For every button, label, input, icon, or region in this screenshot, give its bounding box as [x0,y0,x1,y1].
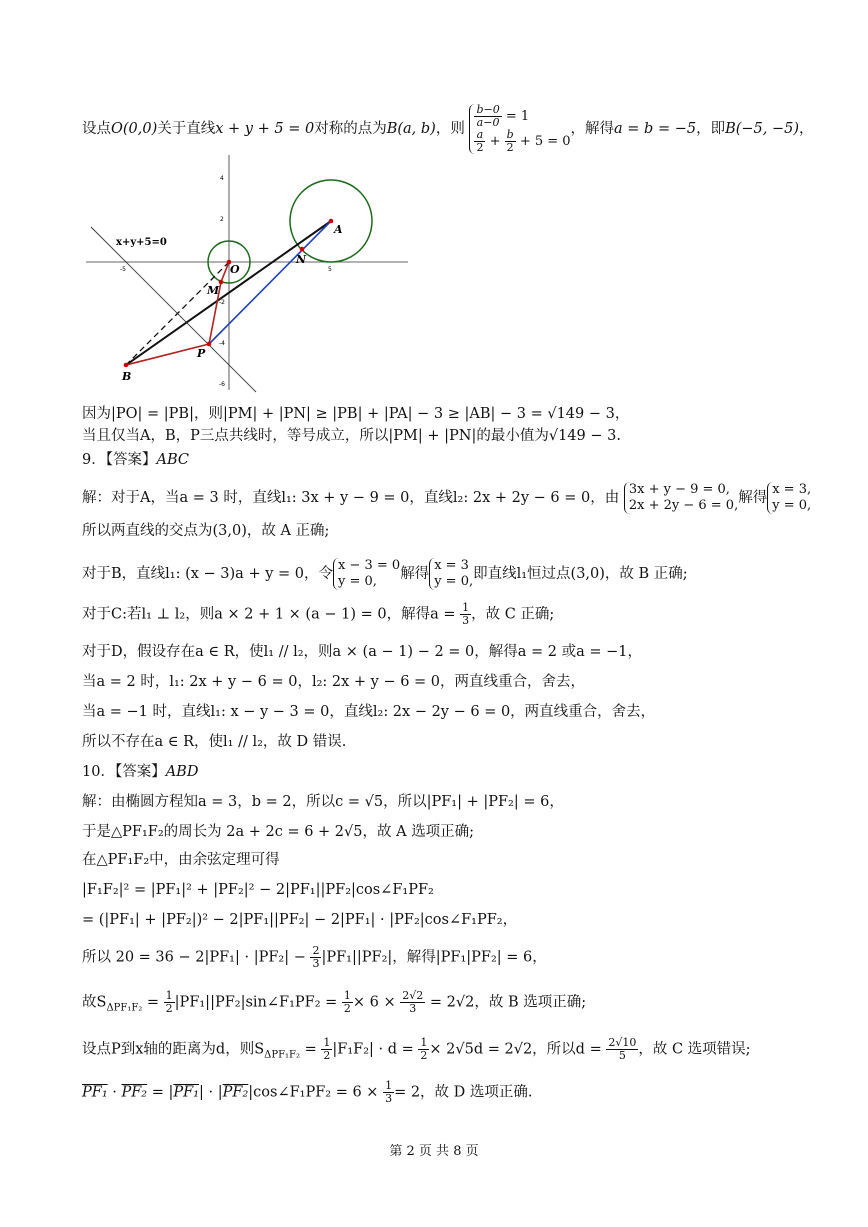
q10-line-a: 解：由椭圆方程知a = 3，b = 2，所以c = √5，所以|PF₁| + |PF₂| = 6， [82,794,564,810]
q9-line-f: 当a = 2 时，l₁: 2x + y − 6 = 0，l₂: 2x + y − 6 = 0，两直线重合，舍去， [82,674,586,690]
q9-line-d: 对于C:若l₁ ⊥ l₂，则a × 2 + 1 × (a − 1) = 0，解得a = $\frac{1}{3}$ ，故 C 正确; [82,601,555,627]
tick-label: -2 [219,299,225,306]
fraction: $\frac{1}{3}$ [385,1079,393,1105]
q10-line-c: 在△PF₁F₂中，由余弦定理可得 [82,852,280,868]
q9-line-c: 对于B，直线l₁: (x − 3)a + y = 0，令x − 3 = 0 y = 0, 解得x = 3 y = 0,即直线l₁恒过点(3,0)，故 B 正确; [82,558,688,589]
label-A: A [334,223,343,236]
tick-label: 2 [220,216,224,223]
fraction: $\frac{1}{2}$ [420,1036,428,1062]
fraction: $\frac{1}{3}$ [462,601,470,627]
q9-line-e: 对于D，假设存在a ∈ R，使l₁ // l₂，则a × (a − 1) − 2 = 0，解得a = 2 或a = −1， [82,644,643,660]
fraction: $\frac{2√2}{3}$ [402,989,424,1015]
fraction: $\frac{1}{2}$ [165,989,173,1015]
tick-label: -5 [120,266,126,273]
q9-heading: 9．【答案】ABC [82,452,189,468]
symmetry-line [91,227,256,392]
fraction: $\frac{1}{2}$ [323,1036,331,1062]
label-B: B [122,370,132,383]
fraction: $\frac{1}{2}$ [343,989,351,1015]
equation-system: x − 3 = 0 y = 0, [333,558,400,590]
q9-line-b: 所以两直线的交点为(3,0)，故 A 正确; [82,523,330,539]
point-P [207,342,212,347]
q10-line-g: 故$S_{\Delta PF_1F_2}$ = $\frac{1}{2}$ |PF₁||PF₂|sin∠F₁PF₂ = $\frac{1}{2}$ × 6 × $\frac{2√2}{3}$ = 2√2，故 B 选项正确; [82,989,587,1015]
equation-system: 3x + y − 9 = 0, 2x + 2y − 6 = 0, [624,482,738,514]
tick-label: -4 [219,340,225,347]
line-1: 设点O(0,0)关于直线x + y + 5 = 0对称的点为B(a, b)，则 $\frac{b-0}{a-0}$ = 1 $\frac{a}{2}$ + $\frac{b}{2}$ + 5 = 0，解得a = b = −5，即B(−5, −5)， [82,103,814,154]
q10-line-h: 设点P到x轴的距离为d，则$S_{\Delta PF_1F_2}$ = $\frac{1}{2}$ |F₁F₂| · d = $\frac{1}{2}$ × 2√5d = 2√2，所以d = $\frac{2√10}{5}$ ，故 C 选项错误; [82,1036,751,1062]
q9-line-h: 所以不存在a ∈ R，使l₁ // l₂，故 D 错误. [82,734,347,750]
fraction: $\frac{2}{3}$ [312,944,320,970]
label-P: P [197,347,206,360]
point-N [300,247,305,252]
solution-system: x = 3 y = 0, [429,558,473,590]
label-N: N [296,253,307,266]
point-B [124,363,129,368]
point-M [219,280,224,285]
equation-system: $\frac{b-0}{a-0}$ = 1 $\frac{a}{2}$ + $\frac{b}{2}$ + 5 = 0 [469,104,570,154]
label-O: O [230,263,240,276]
line-3: 当且仅当A，B，P三点共线时，等号成立，所以|PM| + |PN|的最小值为√149 − 3. [82,428,621,444]
q10-line-f: 所以 20 = 36 − 2|PF₁| · |PF₂| − $\frac{2}{3}$ |PF₁||PF₂|，解得|PF₁|PF₂| = 6， [82,944,547,970]
point-A [329,219,334,224]
line-2: 因为|PO| = |PB|，则|PM| + |PN| ≥ |PB| + |PA| − 3 ≥ |AB| − 3 = √149 − 3， [82,406,630,422]
geometry-figure [86,155,416,395]
tick-label: -6 [219,381,225,388]
tick-label: 4 [220,175,224,182]
q10-line-d: |F₁F₂|² = |PF₁|² + |PF₂|² − 2|PF₁||PF₂|cos∠F₁PF₂ [82,882,434,898]
fraction: $\frac{b-0}{a-0}$ [476,103,500,129]
q9-line-g: 当a = −1 时，直线l₁: x − y − 3 = 0，直线l₂: 2x − 2y − 6 = 0，两直线重合，舍去， [82,704,656,720]
solution-system: x = 3, y = 0, [767,482,811,514]
q10-line-b: 于是△PF₁F₂的周长为 2a + 2c = 6 + 2√5，故 A 选项正确; [82,824,475,840]
q10-line-i: PF₁ · PF₂ = |PF₁| · |PF₂|cos∠F₁PF₂ = 6 × $\frac{1}{3}$ = 2，故 D 选项正确. [82,1079,533,1105]
q9-line-a: 解：对于A，当a = 3 时，直线l₁: 3x + y − 9 = 0，直线l₂: 2x + 2y − 6 = 0，由 3x + y − 9 = 0, 2x + 2y − 6 = 0,解得x = 3, y = 0, [82,482,812,513]
q10-line-e: = (|PF₁| + |PF₂|)² − 2|PF₁||PF₂| − 2|PF₁| · |PF₂|cos∠F₁PF₂， [82,912,518,928]
fraction: $\frac{a}{2}$ [476,128,484,154]
label-M: M [207,284,220,297]
tick-label: 5 [328,266,332,273]
fraction: $\frac{b}{2}$ [506,128,514,154]
line-label: x+y+5=0 [116,237,167,248]
page-number: 第 2 页 共 8 页 [389,1144,479,1159]
fraction: $\frac{2√10}{5}$ [608,1036,637,1062]
q10-heading: 10．【答案】ABD [82,764,199,780]
